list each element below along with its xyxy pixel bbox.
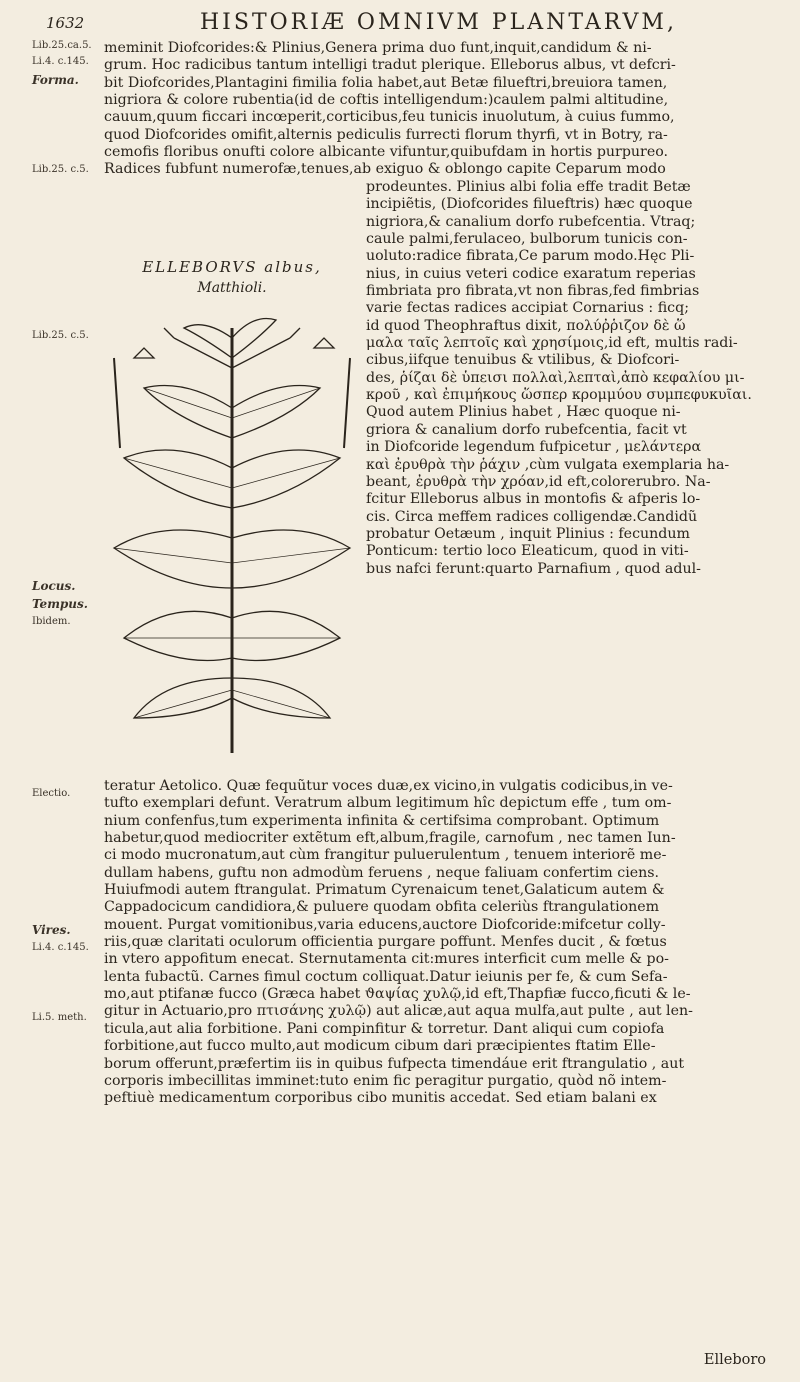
margin-note: Locus. [32, 579, 76, 593]
figure-title: ELLEBORVS albus, [142, 258, 322, 276]
text-line: habetur,quod mediocriter extẽtum eft,album,fragile, carnofum , nec tamen Iun- [104, 830, 676, 847]
text-line: varie fectas radices accipiat Cornarius : ficq; [366, 300, 689, 317]
text-line: μαλα ταῖς λεπτοῖς καὶ χρησίμοις,id eft, multis radi- [366, 335, 738, 352]
text-line: borum offerunt,præfertim iis in quibus fufpecta timendáue erit ftrangulatio , aut [104, 1055, 685, 1072]
text-line: nium confenfus,tum experimenta infinita & certifsima comprobant. Optimum [104, 812, 660, 829]
text-line: in Diofcoride legendum fufpicetur , μελάντερα [366, 439, 702, 456]
text-line: ticula,aut alia forbitione. Pani compinfitur & torretur. Dant aliqui cum copiofa [104, 1020, 665, 1037]
text-line: κροῦ , καὶ ἐπιμήκους ὥσπερ κρομμύου συμπεφυκυῖαι. [366, 387, 752, 404]
text-line: Ponticum: tertio loco Eleaticum, quod in viti- [366, 543, 689, 560]
text-line: Radices fubfunt numerofæ,tenues,ab exiguo & oblongo capite Ceparum modo [104, 161, 666, 178]
hellebore-woodcut-image [104, 298, 360, 758]
margin-note: Ibidem. [32, 616, 71, 627]
text-line: corporis imbecillitas imminet:tuto enim fic peragitur purgatio, quòd nõ intem- [104, 1072, 667, 1089]
margin-note: Electio. [32, 788, 71, 799]
text-line: des, ῥίζαι δὲ ὑπεισι πολλαὶ,λεπταὶ,ἀπὸ κεφαλίου μι- [366, 369, 745, 386]
text-line: uoluto:radice fibrata,Ce parum modo.Hęc Pli- [366, 248, 695, 265]
text-line: cemofis floribus onufti colore albicante vifuntur,quibufdam in hortis purpureo. [104, 144, 669, 161]
text-line: cauum,quum ficcari incœperit,corticibus,feu tunicis inuolutum, à cuius fummo, [104, 109, 675, 126]
text-line: bit Diofcorides,Plantagini fimilia folia habet,aut Betæ filueftri,breuiora tamen, [104, 74, 668, 91]
text-line: Huiufmodi autem ftrangulat. Primatum Cyrenaicum tenet,Galaticum autem & [104, 882, 665, 899]
plant-illustration [104, 258, 360, 758]
text-line: prodeuntes. Plinius albi folia effe tradit Betæ [366, 179, 691, 195]
figure-subtitle: Matthioli. [197, 280, 267, 296]
top-paragraph [104, 40, 764, 179]
margin-note: Forma. [32, 73, 79, 87]
text-line: in vtero appofitum enecat. Sternutamenta cit:mures interficit cum melle & po- [104, 951, 669, 968]
text-line: ci modo mucronatum,aut cùm frangitur puluerulentum , tenuem interiorẽ me- [104, 847, 667, 864]
margin-note: Tempus. [32, 597, 88, 611]
text-line: beant, ἐρυθρὰ τὴν χρόαν,id eft,colorerubro. Na- [366, 473, 711, 490]
running-head: HISTORIÆ OMNIVM PLANTARVM, [200, 10, 677, 35]
catchword: Elleboro [703, 1352, 766, 1368]
text-line: nigriora,& canalium dorfo rubefcentia. Vtraq; [366, 213, 696, 230]
margin-note: Li.5. meth. [32, 1012, 87, 1023]
text-line: forbitione,aut fucco multo,aut modicum cibum dari præcipientes ftatim Elle- [104, 1038, 656, 1055]
text-line: nius, in cuius veteri codice exaratum reperias [366, 265, 696, 282]
text-line: καὶ ἐρυθρὰ τὴν ῥάχιν ,cùm vulgata exemplaria ha- [366, 456, 730, 473]
margin-note: Lib.25. c.5. [32, 164, 89, 175]
text-line: mouent. Purgat vomitionibus,varia educens,auctore Diofcoride:mifcetur colly- [104, 916, 666, 933]
page-number: 1632 [46, 14, 85, 32]
text-line: gitur in Actuario,pro πτισάνης χυλῷ) aut alicæ,aut aqua mulfa,aut pulte , aut len- [104, 1003, 693, 1020]
text-line: Cappadocicum candidiora,& puluere quodam obfita celeriùs ftrangulationem [104, 899, 660, 916]
text-line: lenta fubactũ. Carnes fimul coctum colliquat.Datur ieiunis per fe, & cum Sefa- [104, 968, 668, 985]
text-line: probatur Oetæum , inquit Plinius : fecundum [366, 525, 690, 542]
text-line: fcitur Elleborus albus in montofis & afperis lo- [366, 491, 701, 508]
text-line: mo,aut ptifanæ fucco (Græca habet ϑαψίας χυλῷ,id eft,Thapfiæ fucco,ficuti & le- [104, 986, 691, 1003]
text-line: nigriora & colore rubentia(id de coftis intelligendum:)caulem palmi altitudine, [104, 92, 669, 109]
text-line: dullam habens, guftu non admodùm feruens , neque faliuam confertim ciens. [104, 864, 660, 881]
text-line: bus nafci ferunt:quarto Parnafium , quod adul- [366, 560, 701, 577]
text-line: riis,quæ claritati oculorum officientia purgare poffunt. Menfes ducit , & fœtus [104, 934, 667, 951]
text-line: caule palmi,ferulaceo, bulborum tunicis con- [366, 231, 688, 248]
margin-notes [0, 0, 100, 1382]
text-line: teratur Aetolico. Quæ fequũtur voces duæ,ex vicino,in vulgatis codicibus,in ve- [104, 778, 673, 794]
margin-note: Li.4. c.145. [32, 942, 89, 953]
page-header [0, 6, 800, 36]
text-line: fimbriata pro fibrata,vt non fibras,fed fimbrias [366, 283, 700, 300]
right-column-text [366, 179, 764, 578]
text-line: cibus,iifque tenuibus & vtilibus, & Diofcori- [366, 352, 680, 369]
margin-note: Lib.25.ca.5. [32, 40, 92, 51]
margin-note: Lib.25. c.5. [32, 330, 89, 341]
text-line: Quod autem Plinius habet , Hæc quoque ni- [366, 404, 681, 421]
text-line: meminit Diofcorides:& Plinius,Genera prima duo funt,inquit,candidum & ni- [104, 40, 652, 56]
text-line: grum. Hoc radicibus tantum intelligi tradut plerique. Elleborus albus, vt defcri- [104, 57, 676, 74]
text-line: griora & canalium dorfo rubefcentia, facit vt [366, 421, 687, 438]
bottom-paragraph [104, 778, 764, 1108]
text-line: cis. Circa meffem radices colligendæ.Candidũ [366, 508, 698, 525]
margin-note: Vires. [32, 923, 71, 937]
margin-note: Li.4. c.145. [32, 56, 89, 67]
text-line: tufto exemplari defunt. Veratrum album legitimum hîc depictum effe , tum om- [104, 795, 672, 812]
text-line: quod Diofcorides omifit,alternis pediculis furrecti florum thyrfi, vt in Botry, ra- [104, 126, 668, 143]
text-line: id quod Theophraftus dixit, πολύῤῥιζον δὲ ὥ [366, 317, 686, 334]
text-line: peftiuè medicamentum corporibus cibo munitis accedat. Sed etiam balani ex [104, 1090, 657, 1107]
text-line: incipiẽtis, (Diofcorides filueftris) hæc quoque [366, 196, 693, 213]
